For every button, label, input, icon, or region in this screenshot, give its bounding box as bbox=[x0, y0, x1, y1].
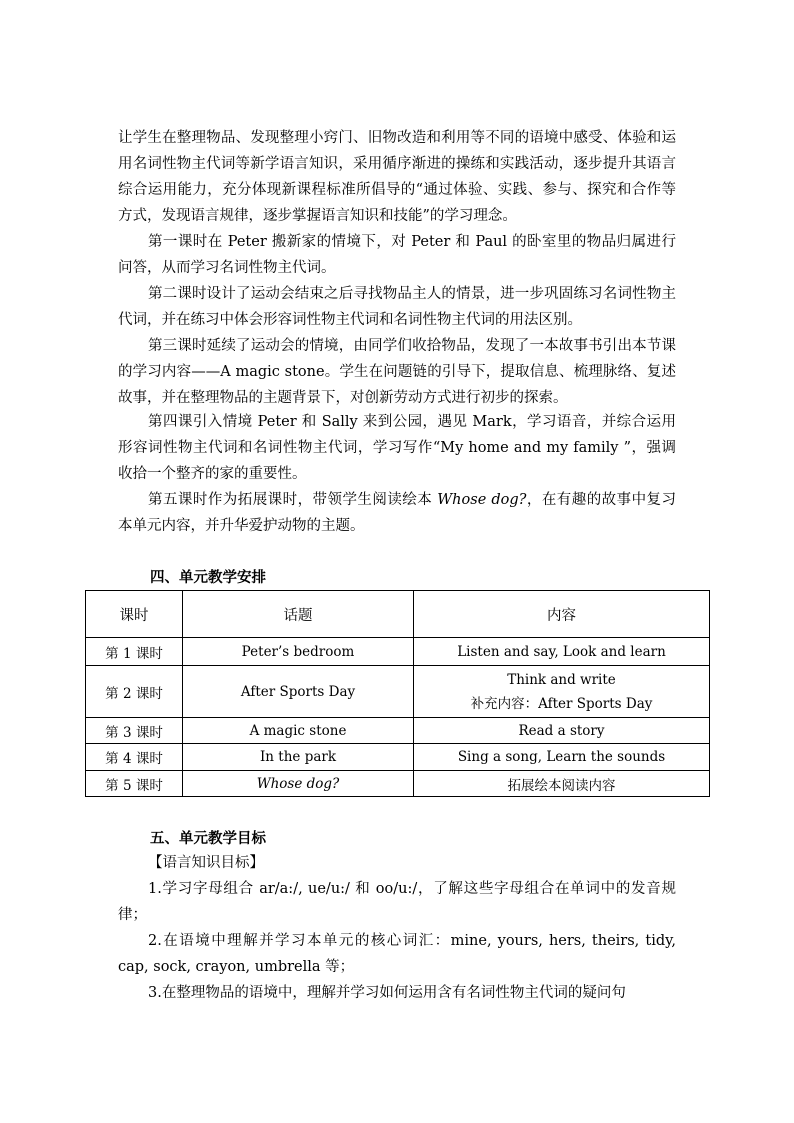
goal-item: 2.在语境中理解并学习本单元的核心词汇：mine, yours, hers, theirs, tidy, cap, sock, crayon, umbrella 等； bbox=[118, 933, 676, 975]
cell-content bbox=[414, 666, 710, 718]
lesson-2-paragraph: 第二课时设计了运动会结束之后寻找物品主人的情景，进一步巩固练习名词性物主代词，并在练习中体会形容词性物主代词和名词性物主代词的用法区别。 bbox=[118, 286, 676, 328]
lesson-5-text-before: 第五课时作为拓展课时，带领学生阅读绘本 bbox=[148, 492, 438, 508]
cell-content: Listen and say, Look and learn bbox=[414, 638, 710, 666]
table-row bbox=[86, 744, 710, 771]
table-row bbox=[86, 666, 710, 718]
goal-item: 1.学习字母组合 ar/a:/, ue/u:/ 和 oo/u:/，了解这些字母组合在单词中的发音规律； bbox=[118, 881, 676, 923]
table-row bbox=[86, 718, 710, 744]
goal-item: 3.在整理物品的语境中，理解并学习如何运用含有名词性物主代词的疑问句 bbox=[148, 985, 626, 1001]
cell-content: 拓展绘本阅读内容 bbox=[414, 771, 710, 797]
cell-topic: In the park bbox=[183, 744, 414, 771]
schedule-table bbox=[85, 590, 710, 797]
cell-topic: After Sports Day bbox=[183, 666, 414, 718]
cell-lesson: 第 3 课时 bbox=[86, 718, 183, 744]
header-lesson: 课时 bbox=[86, 591, 183, 638]
section-5-heading: 五、单元教学目标 bbox=[150, 830, 266, 847]
cell-lesson: 第 5 课时 bbox=[86, 771, 183, 797]
intro-paragraph: 让学生在整理物品、发现整理小窍门、旧物改造和利用等不同的语境中感受、体验和运用名词性物主代词等新学语言知识，采用循序渐进的操练和实践活动，逐步提升其语言综合运用能力，充分体现新课程标准所倡导的“通过体验、实践、参与、探究和合作等方式，发现语言规律，逐步掌握语言知识和技能”的学习理念。 bbox=[118, 130, 676, 224]
section-4-heading: 四、单元教学安排 bbox=[150, 569, 266, 586]
lesson-1-paragraph: 第一课时在 Peter 搬新家的情境下，对 Peter 和 Paul 的卧室里的物品归属进行问答，从而学习名词性物主代词。 bbox=[118, 234, 676, 276]
cell-lesson: 第 2 课时 bbox=[86, 666, 183, 718]
cell-content-line-2: 补充内容：After Sports Day bbox=[470, 695, 653, 712]
cell-topic: Whose dog? bbox=[183, 771, 414, 797]
cell-content: Read a story bbox=[414, 718, 710, 744]
cell-lesson: 第 1 课时 bbox=[86, 638, 183, 666]
cell-content-line-1: Think and write bbox=[507, 671, 616, 688]
table-row bbox=[86, 638, 710, 666]
lesson-4-paragraph: 第四课引入情境 Peter 和 Sally 来到公园，遇见 Mark，学习语音，并综合运用形容词性物主代词和名词性物主代词，学习写作“My home and my family ”，强调收拾一个整齐的家的重要性。 bbox=[118, 414, 676, 482]
cell-topic: A magic stone bbox=[183, 718, 414, 744]
cell-topic: Peter’s bedroom bbox=[183, 638, 414, 666]
cell-lesson: 第 4 课时 bbox=[86, 744, 183, 771]
table-header-row bbox=[86, 591, 710, 638]
cell-content: Sing a song, Learn the sounds bbox=[414, 744, 710, 771]
book-title: Whose dog? bbox=[437, 492, 527, 508]
lesson-5-paragraph bbox=[118, 487, 676, 539]
goal-category-label: 【语言知识目标】 bbox=[148, 855, 264, 871]
header-topic: 话题 bbox=[183, 591, 414, 638]
lesson-5-text-after: ，在有趣的故事中复习本单元内容，并升华爱护动物的主题。 bbox=[118, 492, 677, 534]
lesson-3-paragraph: 第三课时延续了运动会的情境，由同学们收拾物品，发现了一本故事书引出本节课的学习内容——A magic stone。学生在问题链的引导下，提取信息、梳理脉络、复述故事，并在整理物品的主题背景下，对创新劳动方式进行初步的探索。 bbox=[118, 338, 676, 406]
header-content: 内容 bbox=[414, 591, 710, 638]
table-row bbox=[86, 771, 710, 797]
